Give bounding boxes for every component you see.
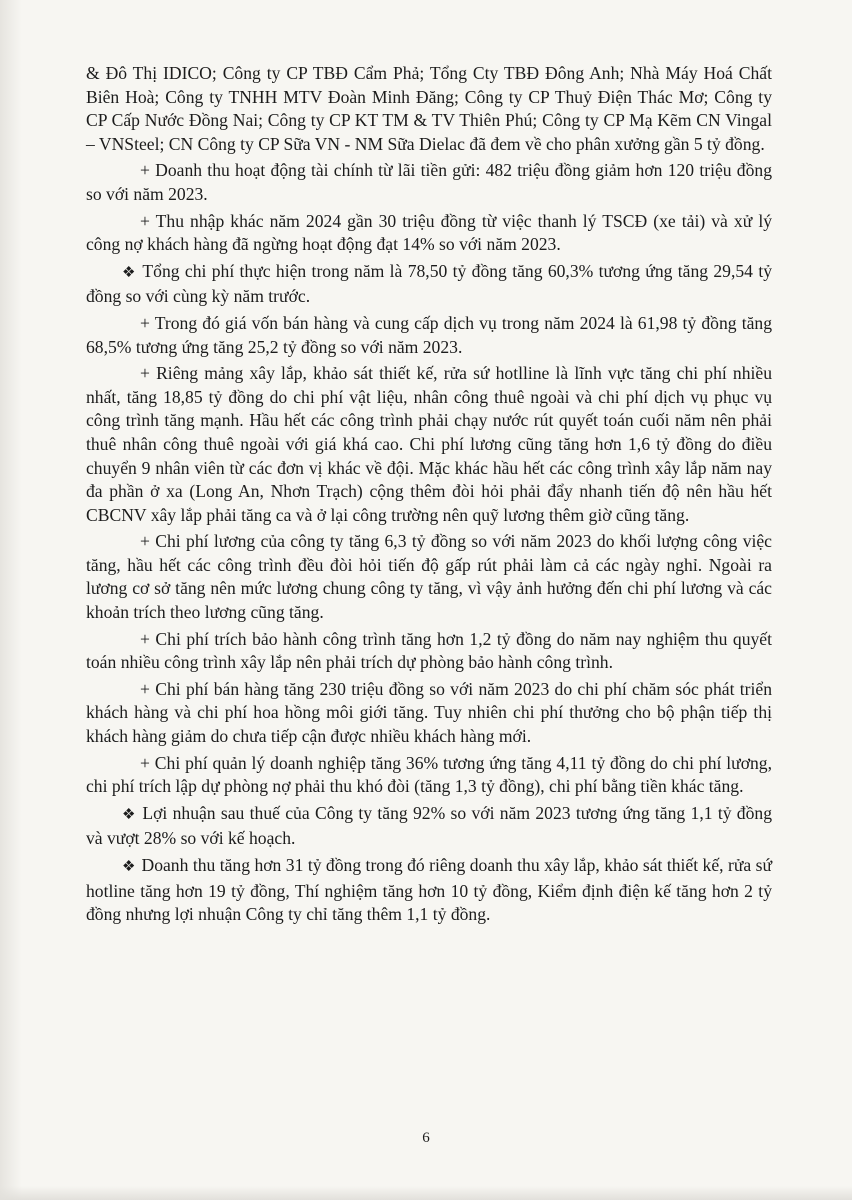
paragraph-10: + Chi phí quản lý doanh nghiệp tăng 36% tương ứng tăng 4,11 tỷ đồng do chi phí lương, chi phí trích lập dự phòng nợ phải thu khó đòi (tăng 1,3 tỷ đồng), chi phí bằng tiền khác tăng. bbox=[86, 752, 772, 797]
diamond-bullet-icon: ❖ bbox=[122, 806, 137, 823]
paragraph-6: + Riêng mảng xây lắp, khảo sát thiết kế, rửa sứ hotlline là lĩnh vực tăng chi phí nhiều nhất, tăng 18,85 tỷ đồng do chi phí vật liệu, nhân công thuê ngoài và chi phí dịch vụ phục vụ công trình tăng mạnh. Hầu hết các công trình phải chạy nước rút quyết toán cuối năm nên phải thuê nhân công thuê ngoài với giá khá cao. Chi phí lương cũng tăng hơn 1,6 tỷ đồng do điều chuyển 9 nhân viên từ các đơn vị khác về đội. Mặc khác hầu hết các công trình xây lắp năm nay đa phần ở xa (Long An, Nhơn Trạch) cộng thêm đòi hỏi phải đẩy nhanh tiến độ nên hầu hết CBCNV xây lắp phải tăng ca và ở lại công trường nên quỹ lương thêm giờ cũng tăng. bbox=[86, 363, 772, 525]
paragraph-5: + Trong đó giá vốn bán hàng và cung cấp dịch vụ trong năm 2024 là 61,98 tỷ đồng tăng 68,5% tương ứng tăng 25,2 tỷ đồng so với năm 2023. bbox=[86, 312, 772, 357]
paragraph-11 bbox=[86, 802, 772, 851]
paragraph-7: + Chi phí lương của công ty tăng 6,3 tỷ đồng so với năm 2023 do khối lượng công việc tăng, hầu hết các công trình đều đòi hỏi tiến độ gấp rút phải làm cả các ngày nghỉ. Ngoài ra lương cơ sở tăng nên mức lương chung công ty tăng, vì vậy ảnh hưởng đến chi phí lương và các khoản trích theo lương cũng tăng. bbox=[86, 531, 772, 623]
scan-shadow-bottom bbox=[0, 1186, 852, 1200]
paragraph-2: + Doanh thu hoạt động tài chính từ lãi tiền gửi: 482 triệu đồng giảm hơn 120 triệu đồng so với năm 2023. bbox=[86, 160, 772, 204]
paragraph-4 bbox=[86, 260, 772, 309]
paragraph-1: & Đô Thị IDICO; Công ty CP TBĐ Cẩm Phả; Tổng Cty TBĐ Đông Anh; Nhà Máy Hoá Chất Biên Hoà; Công ty TNHH MTV Đoàn Minh Đăng; Công ty CP Thuỷ Điện Thác Mơ; Công ty CP Cấp Nước Đồng Nai; Công ty CP KT TM & TV Thiên Phú; Công ty CP Mạ Kẽm CN Vingal – VNSteel; CN Công ty CP Sữa VN - NM Sữa Dielac đã đem về cho phân xưởng gần 5 tỷ đồng. bbox=[86, 63, 772, 154]
paragraph-11-text: Lợi nhuận sau thuế của Công ty tăng 92% so với năm 2023 tương ứng tăng 1,1 tỷ đồng và vượt 28% so với kế hoạch. bbox=[86, 802, 772, 849]
diamond-bullet-icon: ❖ bbox=[122, 264, 137, 281]
document-body bbox=[86, 62, 772, 930]
page-number: 6 bbox=[422, 1130, 430, 1146]
scan-shadow-left bbox=[0, 0, 22, 1200]
paragraph-12 bbox=[86, 854, 772, 927]
diamond-bullet-icon: ❖ bbox=[122, 859, 136, 875]
paragraph-3: + Thu nhập khác năm 2024 gần 30 triệu đồng từ việc thanh lý TSCĐ (xe tải) và xử lý công nợ khách hàng đã ngừng hoạt động đạt 14% so với năm 2023. bbox=[86, 210, 772, 255]
paragraph-8: + Chi phí trích bảo hành công trình tăng hơn 1,2 tỷ đồng do năm nay nghiệm thu quyết toán nhiều công trình xây lắp nên phải trích dự phòng bảo hành công trình. bbox=[86, 628, 772, 673]
paragraph-12-text: Doanh thu tăng hơn 31 tỷ đồng trong đó riêng doanh thu xây lắp, khảo sát thiết kế, rửa sứ hotline tăng hơn 19 tỷ đồng, Thí nghiệm tăng hơn 10 tỷ đồng, Kiểm định điện kế tăng hơn 2 tỷ đồng nhưng lợi nhuận Công ty chỉ tăng thêm 1,1 tỷ đồng. bbox=[86, 855, 772, 925]
paragraph-4-text: Tổng chi phí thực hiện trong năm là 78,50 tỷ đồng tăng 60,3% tương ứng tăng 29,54 tỷ đồng so với cùng kỳ năm trước. bbox=[86, 260, 773, 307]
paragraph-9: + Chi phí bán hàng tăng 230 triệu đồng so với năm 2023 do chi phí chăm sóc phát triển khách hàng và chi phí hoa hồng môi giới tăng. Tuy nhiên chi phí thưởng cho bộ phận tiếp thị khách hàng giảm do chưa tiếp cận được nhiều khách hàng mới. bbox=[86, 678, 772, 747]
